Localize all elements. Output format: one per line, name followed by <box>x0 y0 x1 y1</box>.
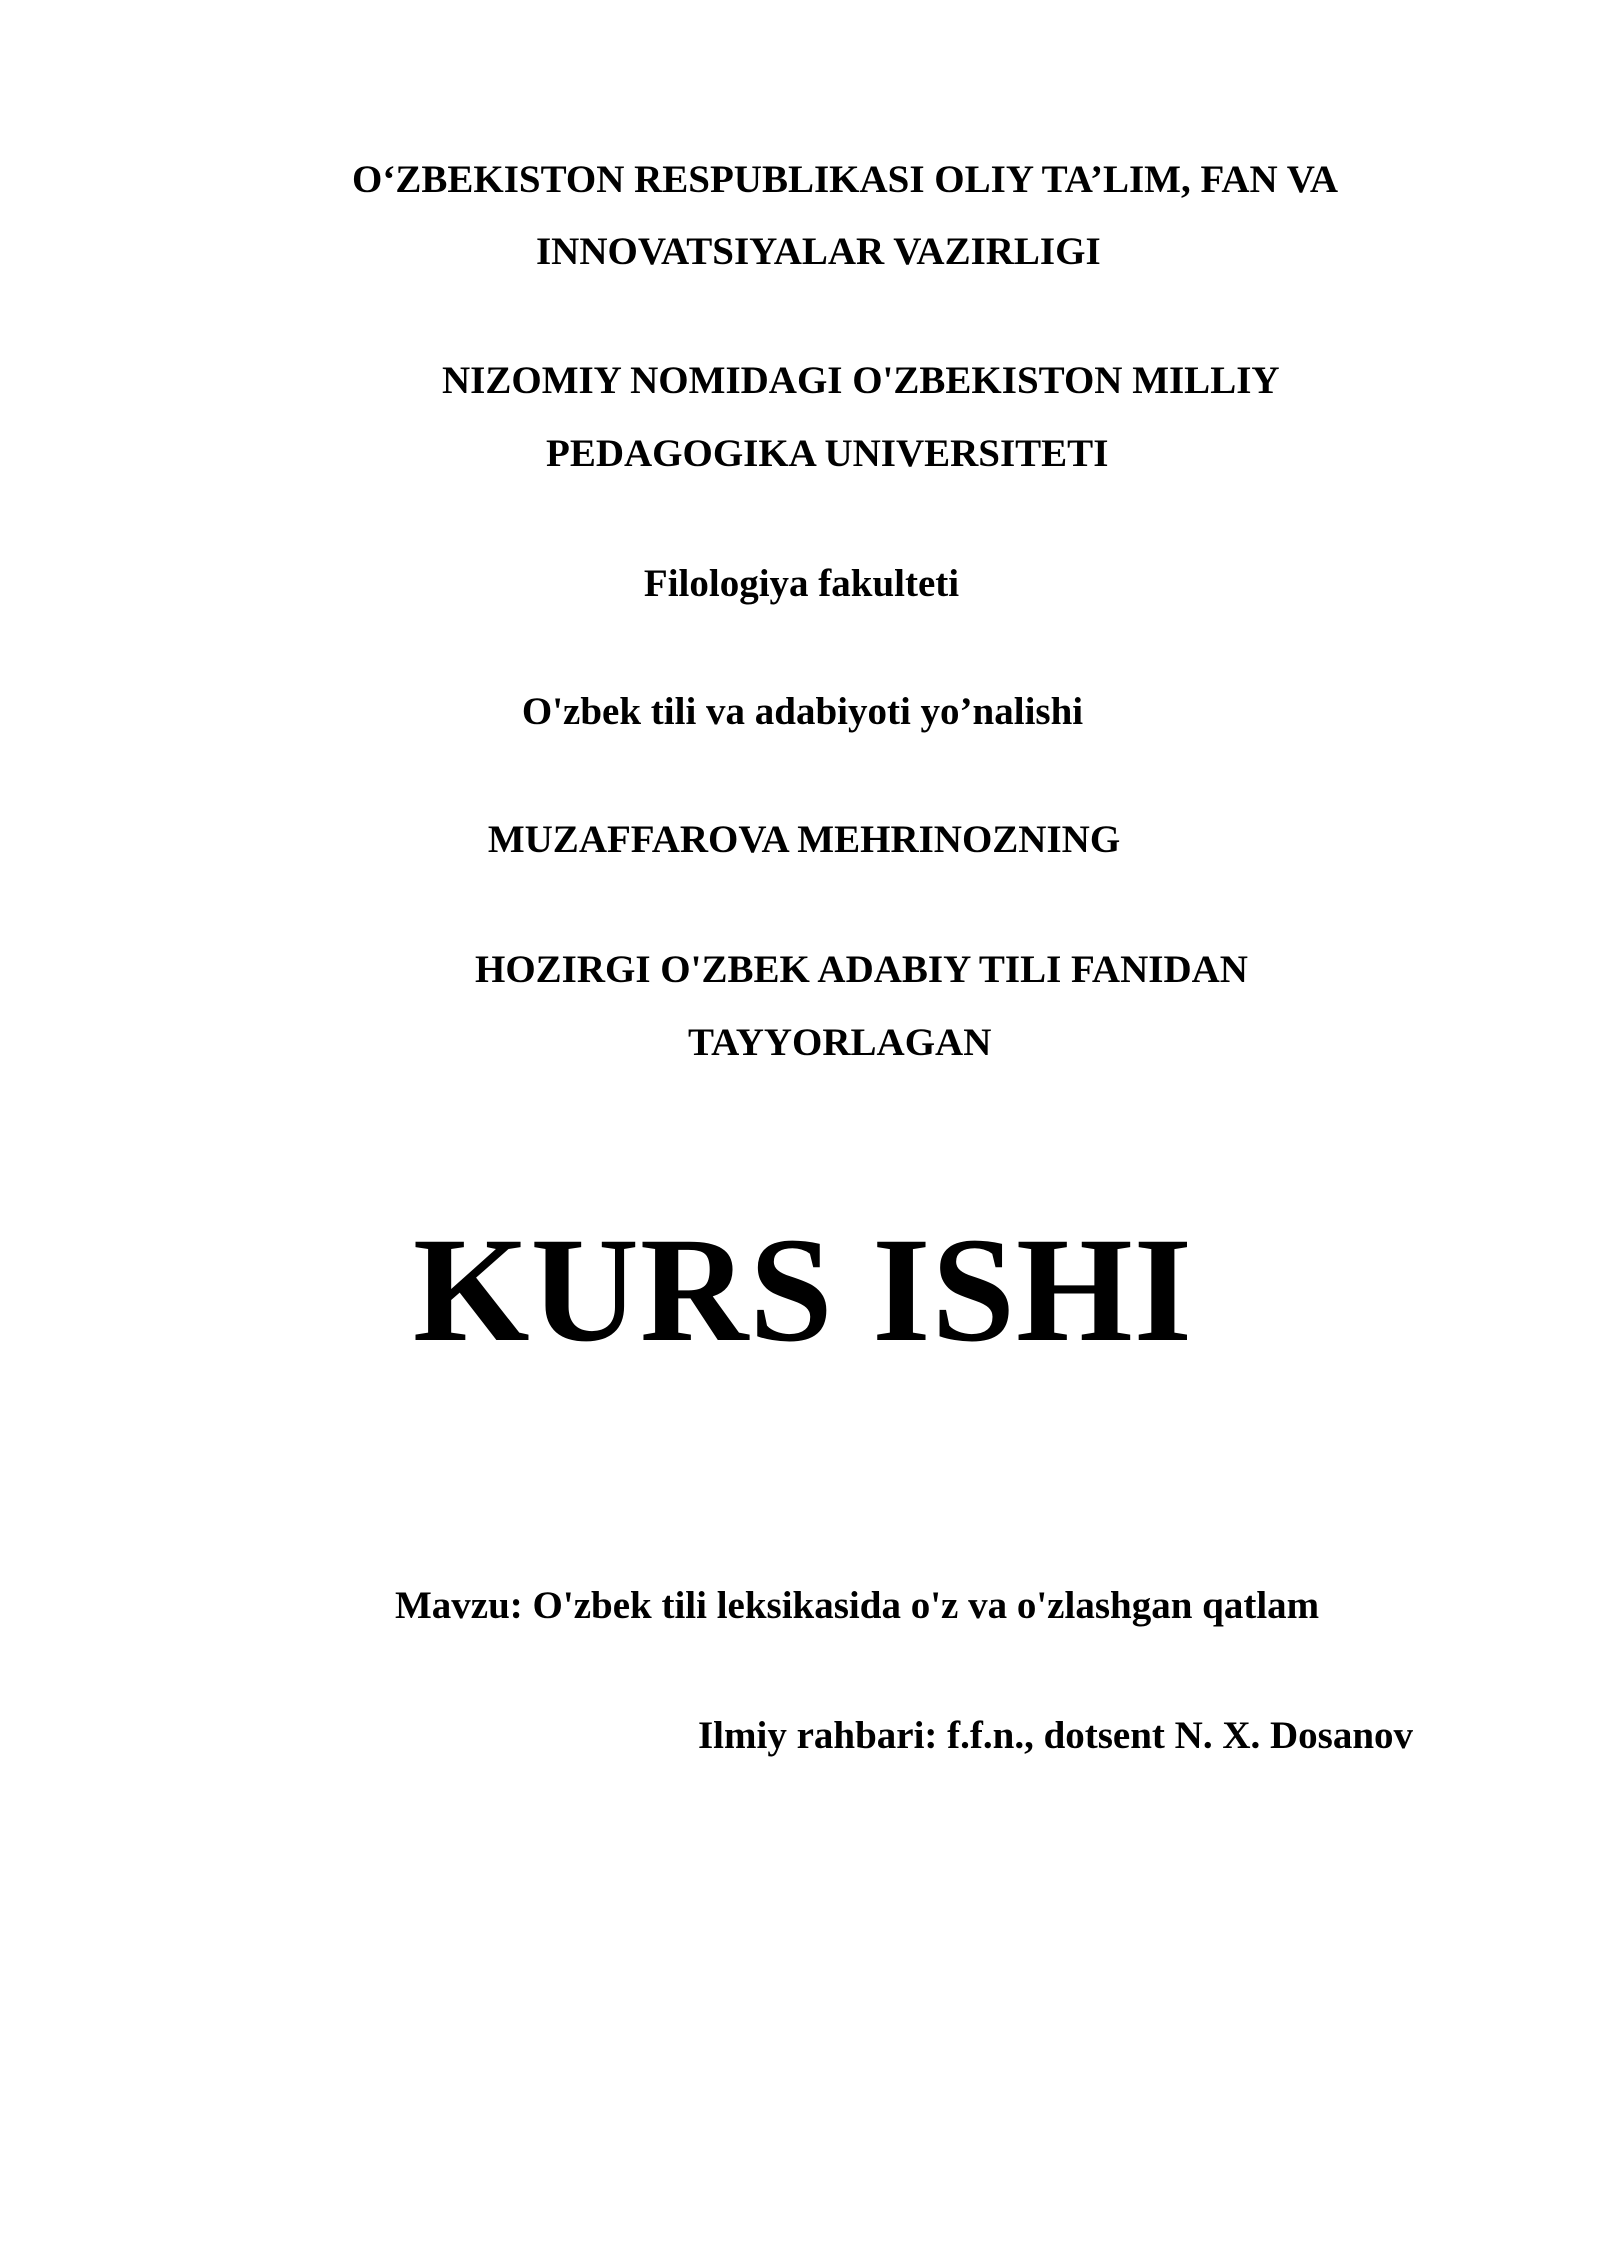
ministry-name-line-2: INNOVATSIYALAR VAZIRLIGI <box>536 230 1101 273</box>
topic-line: Mavzu: O'zbek tili leksikasida o'z va o'zlashgan qatlam <box>395 1584 1320 1627</box>
ministry-name-line-1: O‘ZBEKISTON RESPUBLIKASI OLIY TA’LIM, FAN VA <box>352 158 1339 201</box>
supervisor-line: Ilmiy rahbari: f.f.n., dotsent N. X. Dosanov <box>698 1714 1414 1757</box>
faculty-name: Filologiya fakulteti <box>643 562 960 605</box>
university-name-line-1: NIZOMIY NOMIDAGI O'ZBEKISTON MILLIY <box>442 359 1280 402</box>
document-title: KURS ISHI <box>412 1207 1194 1373</box>
student-name: MUZAFFAROVA MEHRINOZNING <box>487 818 1121 861</box>
university-name-line-2: PEDAGOGIKA UNIVERSITETI <box>546 432 1109 475</box>
study-direction: O'zbek tili va adabiyoti yo’nalishi <box>521 690 1084 733</box>
subject-line-2: TAYYORLAGAN <box>688 1021 992 1064</box>
subject-line-1: HOZIRGI O'ZBEK ADABIY TILI FANIDAN <box>475 948 1248 991</box>
